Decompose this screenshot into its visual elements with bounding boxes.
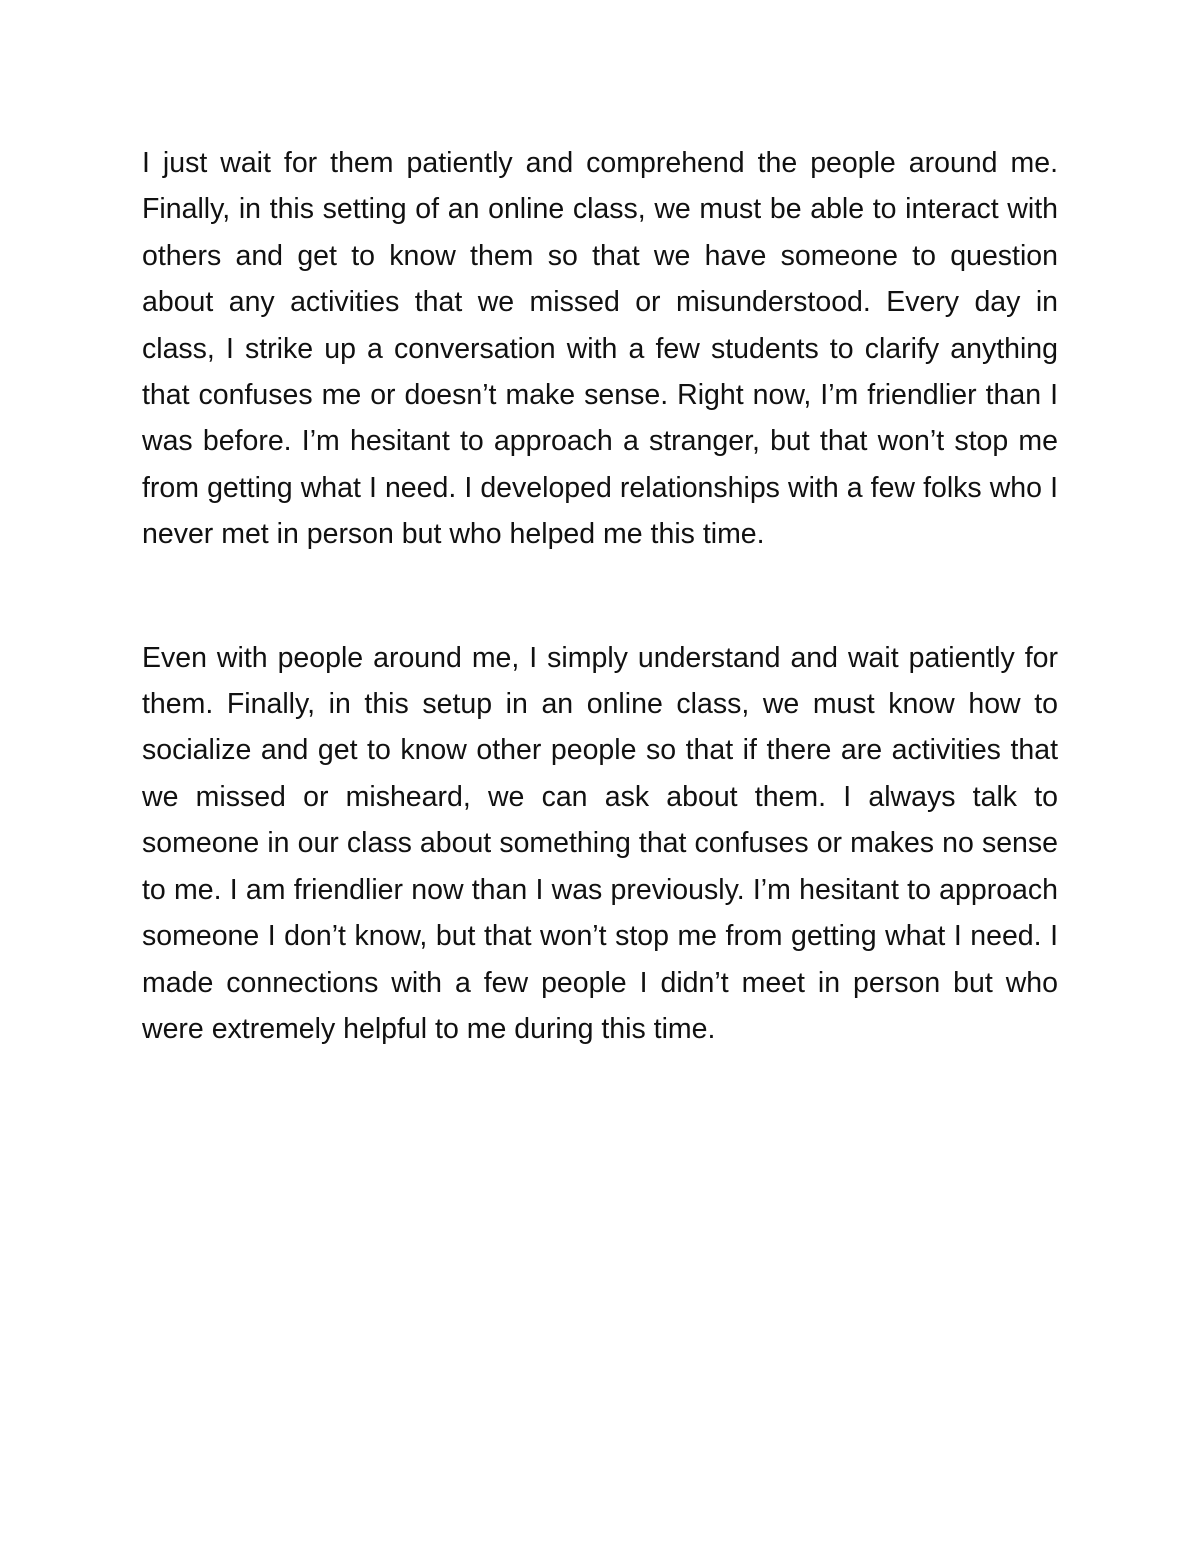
paragraph-1: I just wait for them patiently and comprehend the people around me. Finally, in this setting of an online class, we must be able to interact with others and get to know them so that we have someone to question about any activities that we missed or misunderstood. Every day in class, I strike up a conversation with a few students to clarify anything that confuses me or doesn’t make sense. Right now, I’m friendlier than I was before. I’m hesitant to approach a stranger, but that won’t stop me from getting what I need. I developed relationships with a few folks who I never met in person but who helped me this time. [142, 147, 1058, 551]
document-body [142, 140, 1058, 1052]
paragraph-2: Even with people around me, I simply understand and wait patiently for them. Finally, in this setup in an online class, we must know how to socialize and get to know other people so that if there are activities that we missed or misheard, we can ask about them. I always talk to someone in our class about something that confuses or makes no sense to me. I am friendlier now than I was previously. I’m hesitant to approach someone I don’t know, but that won’t stop me from getting what I need. I made connections with a few people I didn’t meet in person but who were extremely helpful to me during this time. [142, 641, 1058, 1045]
